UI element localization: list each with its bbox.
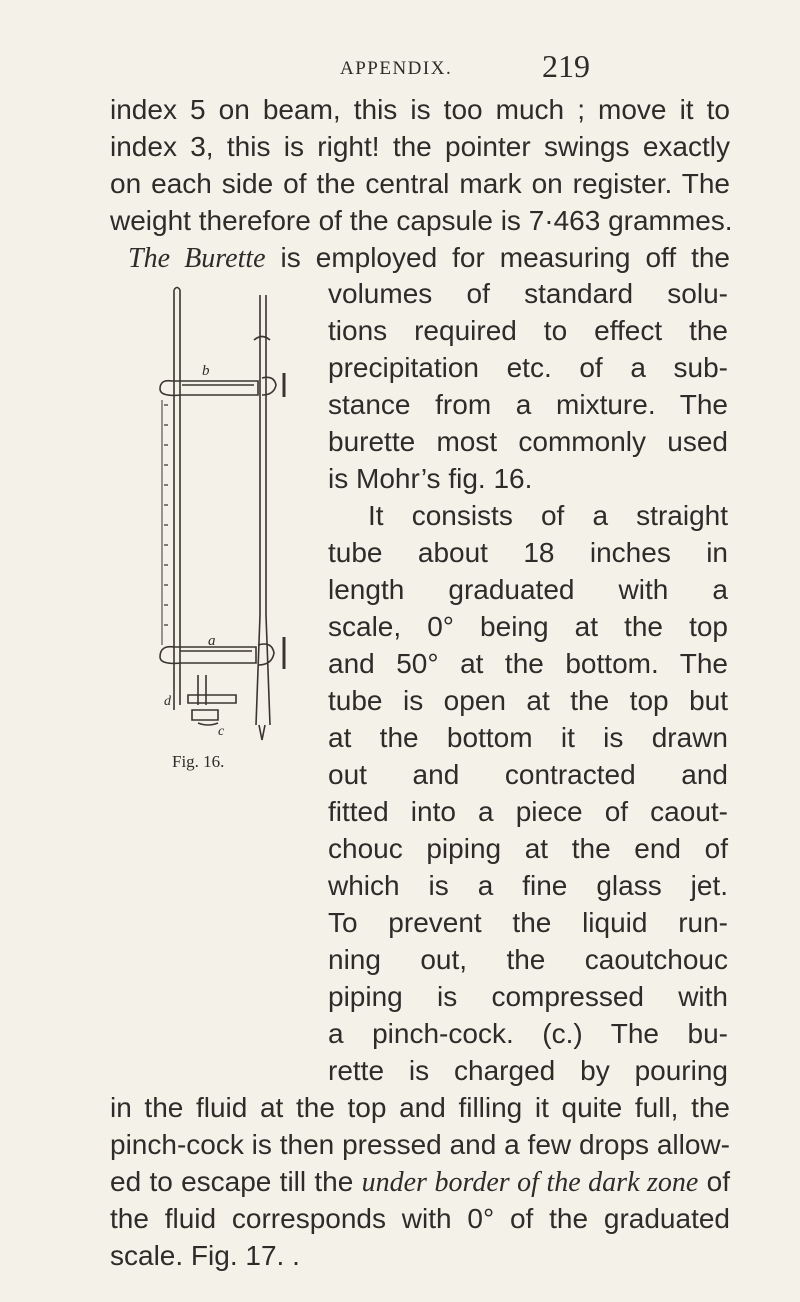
text-line: volumes of standard solu- bbox=[328, 278, 728, 309]
text-line: on each side of the central mark on register. The bbox=[110, 168, 730, 199]
text-line: at the bottom it is drawn bbox=[328, 722, 728, 753]
emphasis-text: under border of the dark zone bbox=[361, 1167, 699, 1198]
label-d: d bbox=[164, 694, 171, 709]
running-head: APPENDIX. bbox=[340, 58, 453, 79]
page-header bbox=[0, 48, 800, 88]
text-line: chouc piping at the end of bbox=[328, 833, 728, 864]
text-line bbox=[128, 240, 730, 277]
text-line: tube is open at the top but bbox=[328, 685, 728, 716]
text-line: the fluid corresponds with 0° of the graduated bbox=[110, 1203, 730, 1234]
text-line: piping is compressed with bbox=[328, 981, 728, 1012]
text-line: fitted into a piece of caout- bbox=[328, 796, 728, 827]
text-line: scale. Fig. 17. . bbox=[110, 1240, 300, 1271]
label-b: b bbox=[202, 363, 210, 379]
text-line: index 3, this is right! the pointer swings exactly bbox=[110, 131, 730, 162]
text-line: length graduated with a bbox=[328, 574, 728, 605]
text-line: out and contracted and bbox=[328, 759, 728, 790]
text-line: in the fluid at the top and filling it quite full, the bbox=[110, 1092, 730, 1123]
text-line-rest: is employed for measuring off the bbox=[265, 242, 731, 273]
text-line: index 5 on beam, this is too much ; move it to bbox=[110, 94, 730, 125]
label-a: a bbox=[208, 633, 216, 649]
burette-illustration bbox=[158, 285, 318, 745]
text-line: To prevent the liquid run- bbox=[328, 907, 728, 938]
text-line: is Mohr’s fig. 16. bbox=[328, 463, 533, 494]
text-line: and 50° at the bottom. The bbox=[328, 648, 728, 679]
label-c: c bbox=[218, 724, 225, 739]
page-number: 219 bbox=[542, 48, 590, 84]
text-line: tube about 18 inches in bbox=[328, 537, 728, 568]
text-line: scale, 0° being at the top bbox=[328, 611, 728, 642]
text-line: ning out, the caoutchouc bbox=[328, 944, 728, 975]
figure-caption: Fig. 16. bbox=[172, 752, 225, 771]
text-fragment: ed to escape till the bbox=[110, 1166, 362, 1197]
text-line: stance from a mixture. The bbox=[328, 389, 728, 420]
text-line: which is a fine glass jet. bbox=[328, 870, 728, 901]
text-line: a pinch-cock. (c.) The bu- bbox=[328, 1018, 728, 1049]
text-line bbox=[110, 1164, 730, 1201]
text-fragment: of bbox=[698, 1166, 730, 1197]
text-line: tions required to effect the bbox=[328, 315, 728, 346]
text-line: weight therefore of the capsule is 7·463 grammes. bbox=[110, 205, 733, 236]
text-line: pinch-cock is then pressed and a few drops allow- bbox=[110, 1129, 730, 1160]
text-line: rette is charged by pouring bbox=[328, 1055, 728, 1086]
text-line: precipitation etc. of a sub- bbox=[328, 352, 728, 383]
text-line: burette most commonly used bbox=[328, 426, 728, 457]
text-line: It consists of a straight bbox=[368, 500, 728, 531]
section-term: The Burette bbox=[128, 243, 266, 274]
